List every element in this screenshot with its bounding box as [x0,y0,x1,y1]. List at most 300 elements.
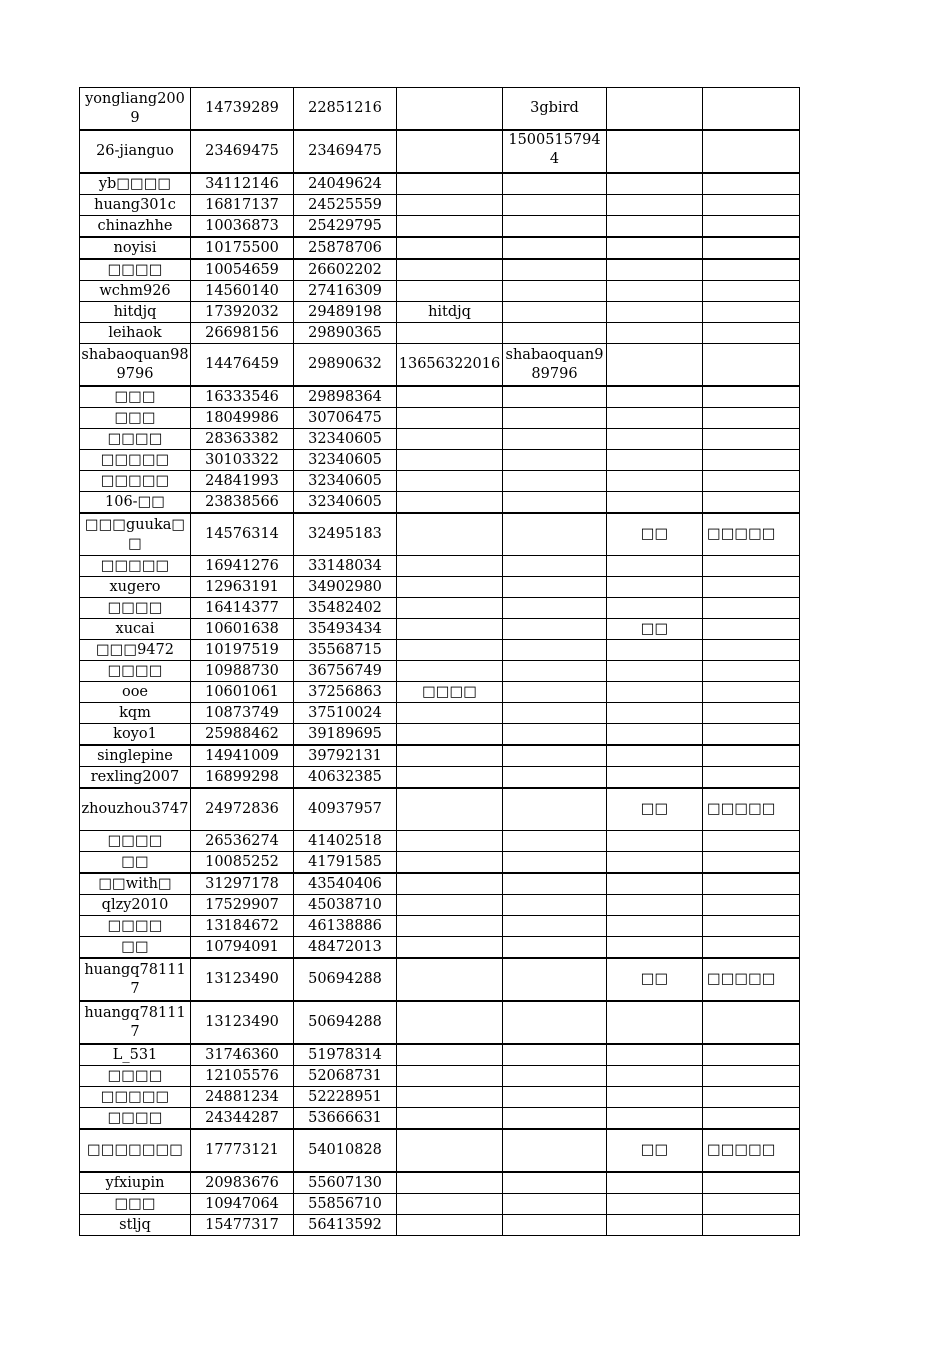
phone-cell [397,429,503,450]
note-cell [703,386,800,408]
phone-cell: 13656322016 [397,344,503,387]
note-cell: □□□□□ [703,788,800,831]
phone-cell [397,450,503,471]
number-cell: 32340605 [294,471,397,492]
username-cell: L_531 [80,1044,191,1066]
username-cell: yfxiupin [80,1172,191,1194]
status-cell: □□ [607,1129,703,1172]
username-cell: xucai [80,619,191,640]
username-cell: □□□□□□□ [80,1129,191,1172]
table-row [80,1215,800,1236]
table-row [80,895,800,916]
number-cell: 41791585 [294,852,397,874]
id-cell: 10601061 [191,682,294,703]
status-cell [607,873,703,895]
table-body [80,88,800,1236]
phone-cell [397,1108,503,1130]
number-cell: 29898364 [294,386,397,408]
username-cell: □□□□ [80,831,191,852]
id-cell: 17529907 [191,895,294,916]
status-cell [607,1194,703,1215]
note-cell [703,216,800,238]
table-row [80,958,800,1001]
status-cell [607,895,703,916]
phone-cell [397,1215,503,1236]
note-cell [703,173,800,195]
number-cell: 52228951 [294,1087,397,1108]
username-cell: stljq [80,1215,191,1236]
note-cell [703,323,800,344]
username-cell: 106-□□ [80,492,191,514]
contact-cell [503,1215,607,1236]
table-row [80,408,800,429]
note-cell [703,1087,800,1108]
status-cell [607,492,703,514]
id-cell: 16899298 [191,767,294,789]
note-cell [703,1108,800,1130]
status-cell [607,682,703,703]
number-cell: 23469475 [294,130,397,173]
username-cell: huangq781117 [80,1001,191,1044]
spreadsheet-table [79,87,800,1236]
contact-cell [503,323,607,344]
number-cell: 43540406 [294,873,397,895]
table-row [80,556,800,577]
contact-cell: shabaoquan989796 [503,344,607,387]
username-cell: □□□□ [80,1108,191,1130]
table-row [80,1194,800,1215]
note-cell: □□□□□ [703,513,800,556]
table-row [80,1087,800,1108]
id-cell: 14576314 [191,513,294,556]
id-cell: 10085252 [191,852,294,874]
id-cell: 10601638 [191,619,294,640]
username-cell: □□□□□ [80,471,191,492]
id-cell: 14941009 [191,745,294,767]
number-cell: 35493434 [294,619,397,640]
username-cell: koyo1 [80,724,191,746]
table-row [80,873,800,895]
contact-cell: 3gbird [503,88,607,131]
phone-cell [397,852,503,874]
number-cell: 33148034 [294,556,397,577]
status-cell [607,937,703,959]
phone-cell [397,237,503,259]
contact-cell [503,873,607,895]
id-cell: 17392032 [191,302,294,323]
table-row [80,1108,800,1130]
username-cell: □□□□ [80,429,191,450]
contact-cell: 15005157944 [503,130,607,173]
id-cell: 10988730 [191,661,294,682]
id-cell: 24841993 [191,471,294,492]
contact-cell [503,1108,607,1130]
username-cell: noyisi [80,237,191,259]
table-row [80,259,800,281]
username-cell: □□□□ [80,661,191,682]
table-row [80,281,800,302]
id-cell: 10794091 [191,937,294,959]
username-cell: kqm [80,703,191,724]
table-row [80,1172,800,1194]
status-cell [607,450,703,471]
username-cell: 26-jianguo [80,130,191,173]
table-row [80,831,800,852]
status-cell: □□ [607,513,703,556]
username-cell: xugero [80,577,191,598]
table-row [80,130,800,173]
contact-cell [503,703,607,724]
note-cell [703,88,800,131]
table-row [80,450,800,471]
username-cell: zhouzhou3747 [80,788,191,831]
id-cell: 14739289 [191,88,294,131]
id-cell: 17773121 [191,1129,294,1172]
table-row [80,1129,800,1172]
table-row [80,302,800,323]
status-cell [607,88,703,131]
phone-cell [397,767,503,789]
note-cell [703,598,800,619]
username-cell: □□□□ [80,259,191,281]
contact-cell [503,408,607,429]
id-cell: 15477317 [191,1215,294,1236]
username-cell: rexling2007 [80,767,191,789]
phone-cell [397,1087,503,1108]
username-cell: leihaok [80,323,191,344]
table-row [80,216,800,238]
contact-cell [503,1129,607,1172]
phone-cell [397,873,503,895]
note-cell [703,745,800,767]
phone-cell [397,958,503,1001]
table-row [80,577,800,598]
note-cell [703,1172,800,1194]
number-cell: 50694288 [294,1001,397,1044]
id-cell: 28363382 [191,429,294,450]
note-cell [703,724,800,746]
username-cell: □□□ [80,386,191,408]
note-cell [703,661,800,682]
note-cell [703,895,800,916]
contact-cell [503,640,607,661]
contact-cell [503,831,607,852]
id-cell: 16414377 [191,598,294,619]
table-row [80,767,800,789]
note-cell [703,577,800,598]
id-cell: 31746360 [191,1044,294,1066]
contact-cell [503,386,607,408]
status-cell [607,471,703,492]
number-cell: 50694288 [294,958,397,1001]
username-cell: wchm926 [80,281,191,302]
note-cell [703,471,800,492]
id-cell: 12105576 [191,1066,294,1087]
note-cell [703,1194,800,1215]
phone-cell [397,724,503,746]
number-cell: 46138886 [294,916,397,937]
contact-cell [503,513,607,556]
status-cell [607,216,703,238]
note-cell [703,259,800,281]
number-cell: 32340605 [294,429,397,450]
phone-cell [397,130,503,173]
number-cell: 24049624 [294,173,397,195]
status-cell [607,195,703,216]
status-cell: □□ [607,788,703,831]
id-cell: 26536274 [191,831,294,852]
table-row [80,745,800,767]
id-cell: 31297178 [191,873,294,895]
table-row [80,1044,800,1066]
contact-cell [503,577,607,598]
number-cell: 30706475 [294,408,397,429]
note-cell [703,1066,800,1087]
table-row [80,852,800,874]
username-cell: □□□□ [80,598,191,619]
number-cell: 29890632 [294,344,397,387]
table-row [80,916,800,937]
status-cell [607,237,703,259]
contact-cell [503,471,607,492]
contact-cell [503,450,607,471]
phone-cell [397,173,503,195]
phone-cell [397,556,503,577]
phone-cell [397,216,503,238]
contact-cell [503,937,607,959]
table-row [80,344,800,387]
id-cell: 16333546 [191,386,294,408]
phone-cell [397,1129,503,1172]
contact-cell [503,598,607,619]
contact-cell [503,724,607,746]
note-cell: □□□□□ [703,1129,800,1172]
note-cell [703,344,800,387]
id-cell: 13184672 [191,916,294,937]
username-cell: yb□□□□ [80,173,191,195]
id-cell: 25988462 [191,724,294,746]
username-cell: singlepine [80,745,191,767]
phone-cell [397,745,503,767]
number-cell: 39189695 [294,724,397,746]
phone-cell [397,895,503,916]
number-cell: 32495183 [294,513,397,556]
phone-cell [397,408,503,429]
phone-cell [397,916,503,937]
phone-cell [397,195,503,216]
status-cell [607,259,703,281]
number-cell: 34902980 [294,577,397,598]
number-cell: 35482402 [294,598,397,619]
table-row [80,788,800,831]
number-cell: 53666631 [294,1108,397,1130]
note-cell [703,556,800,577]
phone-cell [397,1066,503,1087]
phone-cell [397,1044,503,1066]
phone-cell [397,259,503,281]
status-cell [607,173,703,195]
phone-cell [397,598,503,619]
contact-cell [503,237,607,259]
note-cell [703,703,800,724]
phone-cell [397,937,503,959]
table-row [80,598,800,619]
contact-cell [503,281,607,302]
note-cell [703,1215,800,1236]
note-cell [703,281,800,302]
status-cell [607,577,703,598]
table-row [80,619,800,640]
status-cell [607,916,703,937]
id-cell: 14560140 [191,281,294,302]
id-cell: 26698156 [191,323,294,344]
number-cell: 51978314 [294,1044,397,1066]
id-cell: 10873749 [191,703,294,724]
phone-cell: hitdjq [397,302,503,323]
id-cell: 24344287 [191,1108,294,1130]
note-cell [703,1044,800,1066]
table-row [80,640,800,661]
username-cell: □□with□ [80,873,191,895]
id-cell: 30103322 [191,450,294,471]
note-cell [703,640,800,661]
number-cell: 37510024 [294,703,397,724]
phone-cell [397,323,503,344]
number-cell: 41402518 [294,831,397,852]
status-cell [607,1215,703,1236]
status-cell [607,323,703,344]
contact-cell [503,895,607,916]
status-cell [607,1044,703,1066]
username-cell: ooe [80,682,191,703]
id-cell: 10054659 [191,259,294,281]
phone-cell [397,1172,503,1194]
status-cell [607,745,703,767]
contact-cell [503,767,607,789]
note-cell [703,873,800,895]
number-cell: 52068731 [294,1066,397,1087]
status-cell [607,1087,703,1108]
table-row [80,513,800,556]
contact-cell [503,195,607,216]
username-cell: □□□□□ [80,556,191,577]
contact-cell [503,216,607,238]
number-cell: 40632385 [294,767,397,789]
phone-cell [397,471,503,492]
table-row [80,88,800,131]
status-cell [607,831,703,852]
table-row [80,492,800,514]
phone-cell [397,88,503,131]
username-cell: □□□ [80,408,191,429]
note-cell [703,619,800,640]
username-cell: yongliang2009 [80,88,191,131]
note-cell [703,408,800,429]
username-cell: □□□□ [80,1066,191,1087]
contact-cell [503,1194,607,1215]
username-cell: □□□9472 [80,640,191,661]
id-cell: 20983676 [191,1172,294,1194]
status-cell [607,302,703,323]
table-row [80,661,800,682]
id-cell: 10036873 [191,216,294,238]
number-cell: 25878706 [294,237,397,259]
note-cell [703,429,800,450]
number-cell: 26602202 [294,259,397,281]
id-cell: 13123490 [191,1001,294,1044]
note-cell [703,682,800,703]
contact-cell [503,1087,607,1108]
number-cell: 55607130 [294,1172,397,1194]
contact-cell [503,1044,607,1066]
contact-cell [503,661,607,682]
number-cell: 39792131 [294,745,397,767]
note-cell [703,1001,800,1044]
phone-cell [397,1001,503,1044]
table-row [80,471,800,492]
id-cell: 10197519 [191,640,294,661]
phone-cell [397,513,503,556]
id-cell: 23469475 [191,130,294,173]
status-cell [607,598,703,619]
status-cell [607,429,703,450]
contact-cell [503,429,607,450]
username-cell: shabaoquan989796 [80,344,191,387]
phone-cell [397,577,503,598]
number-cell: 25429795 [294,216,397,238]
status-cell: □□ [607,958,703,1001]
contact-cell [503,1066,607,1087]
status-cell: □□ [607,619,703,640]
number-cell: 48472013 [294,937,397,959]
number-cell: 56413592 [294,1215,397,1236]
note-cell [703,195,800,216]
status-cell [607,281,703,302]
number-cell: 29489198 [294,302,397,323]
table-row [80,173,800,195]
table-row [80,1001,800,1044]
note-cell [703,450,800,471]
status-cell [607,1172,703,1194]
phone-cell [397,492,503,514]
status-cell [607,556,703,577]
status-cell [607,852,703,874]
table-row [80,237,800,259]
status-cell [607,767,703,789]
phone-cell [397,619,503,640]
id-cell: 10175500 [191,237,294,259]
contact-cell [503,302,607,323]
number-cell: 37256863 [294,682,397,703]
id-cell: 23838566 [191,492,294,514]
status-cell [607,344,703,387]
number-cell: 29890365 [294,323,397,344]
contact-cell [503,259,607,281]
number-cell: 36756749 [294,661,397,682]
username-cell: huang301c [80,195,191,216]
table-row [80,429,800,450]
phone-cell [397,281,503,302]
contact-cell [503,556,607,577]
id-cell: 10947064 [191,1194,294,1215]
id-cell: 34112146 [191,173,294,195]
note-cell [703,492,800,514]
contact-cell [503,682,607,703]
note-cell [703,916,800,937]
table-row [80,682,800,703]
contact-cell [503,852,607,874]
note-cell [703,237,800,259]
